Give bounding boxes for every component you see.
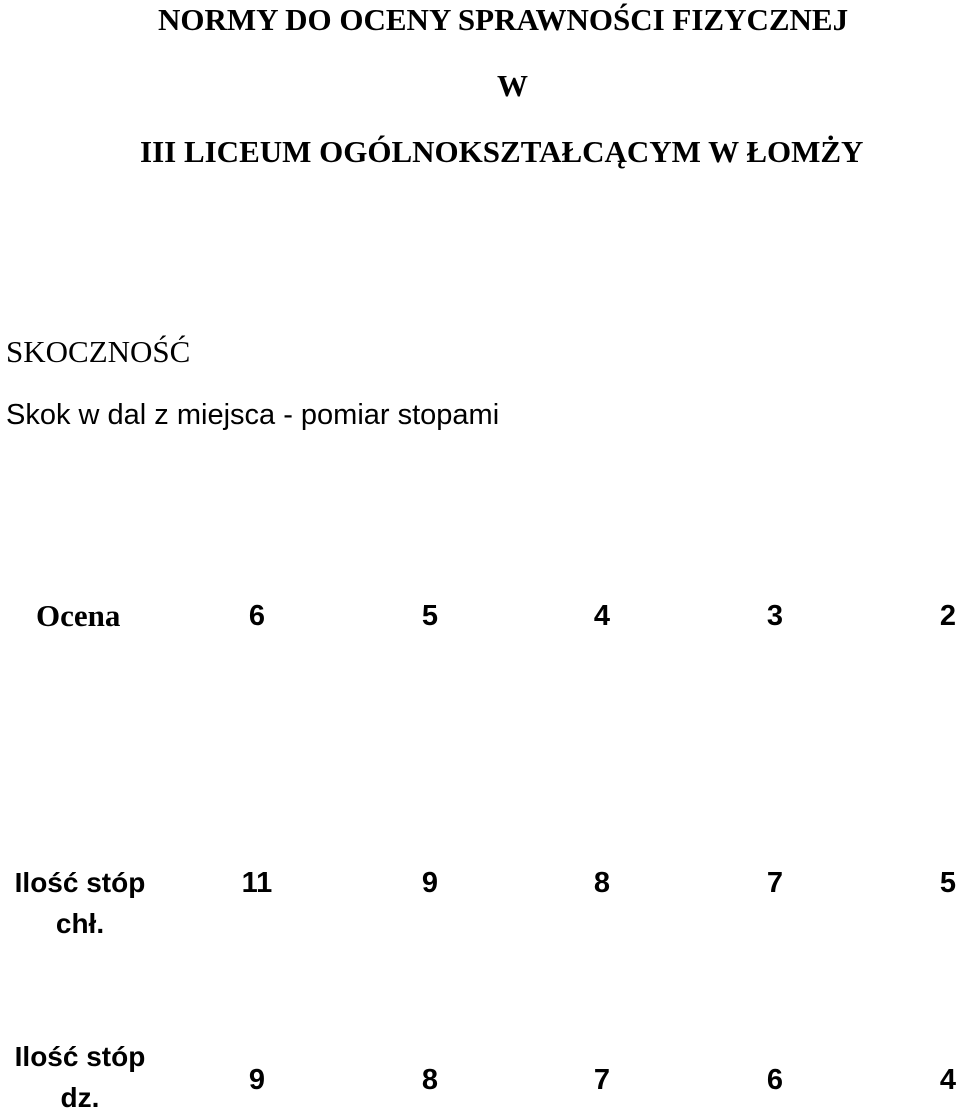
row-label-line: Ilość stóp	[14, 1041, 146, 1072]
table-cell: 5	[939, 867, 957, 899]
row-label-line: Ilość stóp	[14, 867, 146, 898]
table-cell: 8	[421, 1064, 439, 1096]
table-cell: 6	[766, 1064, 784, 1096]
table-cell: 4	[939, 1064, 957, 1096]
section-title: SKOCZNOŚĆ	[6, 334, 191, 369]
section-subtitle: Skok w dal z miejsca - pomiar stopami	[6, 399, 500, 431]
row-label-line: chł.	[55, 908, 105, 939]
table-cell: 9	[248, 1064, 266, 1096]
grade-value: 5	[421, 600, 439, 632]
grade-header-label: Ocena	[36, 598, 121, 633]
grade-value: 3	[766, 600, 784, 632]
row-label-line: dz.	[60, 1082, 100, 1113]
table-cell: 7	[593, 1064, 611, 1096]
table-cell: 9	[421, 867, 439, 899]
grade-value: 2	[939, 600, 957, 632]
row-label-girls	[0, 1036, 160, 1118]
table-cell: 7	[766, 867, 784, 899]
document-title-connector: W	[497, 68, 528, 103]
row-label-boys	[0, 862, 160, 944]
table-cell: 8	[593, 867, 611, 899]
document-title: NORMY DO OCENY SPRAWNOŚCI FIZYCZNEJ	[158, 2, 849, 37]
table-cell: 11	[241, 867, 273, 899]
grade-value: 6	[248, 600, 266, 632]
school-name: III LICEUM OGÓLNOKSZTAŁCĄCYM W ŁOMŻY	[140, 134, 864, 169]
grade-value: 4	[593, 600, 611, 632]
